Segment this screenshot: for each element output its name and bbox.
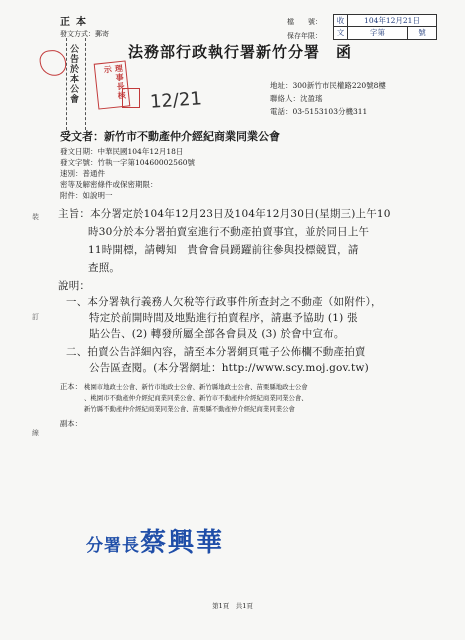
recipient: 受文者：新竹市不動產仲介經紀商業同業公會 [60, 130, 280, 143]
binding-mark-zhuang: 裝 [32, 213, 39, 221]
archive-doc-box [333, 26, 437, 40]
subject-line-4: 查照。 [88, 262, 121, 274]
subject-line-2: 時30分於本分署拍賣室進行不動產拍賣事宜，並於同日上午 [88, 226, 370, 238]
agency-address: 地址：300新竹市民權路220號8樓 [270, 81, 386, 90]
archive-doc: 文 [334, 27, 348, 39]
original-line-1: 桃園市地政士公會、新竹市地政士公會、新竹縣地政士公會、苗栗縣地政士公會 [84, 383, 308, 391]
original-line-3: 新竹縣不動產仲介經紀商業同業公會、苗栗縣不動產仲介經紀商業同業公會 [84, 405, 295, 413]
archive-word: 字第 [348, 27, 408, 39]
red-box-stamp-text: 理事長核示 [102, 63, 128, 101]
original-line-2: 、桃園市不動產仲介經紀商業同業公會、新竹市不動產仲介經紀商業同業公會、 [84, 394, 308, 402]
explanation-item-1-line-1: 一、本分署執行義務人欠稅等行政事件所查封之不動產（如附件）， [66, 296, 382, 308]
agency-title: 法務部行政執行署新竹分署 函 [128, 43, 353, 61]
file-no-label: 檔 號： [287, 18, 322, 26]
agency-phone: 電話：03-5153103分機311 [270, 107, 368, 116]
attachment: 附件：如說明一 [60, 191, 113, 200]
binding-mark-xian: 線 [32, 429, 39, 437]
doc-number: 發文字號：竹執一字第10460002560號 [60, 158, 195, 167]
copy-label: 副本： [60, 419, 82, 428]
explanation-item-2-line-1: 二、拍賣公告詳細內容，請至本分署網頁電子公佈欄不動產拍賣 [66, 346, 366, 358]
explanation-item-2-line-2: 公告區查閱。(本分署網址：http://www.scy.moj.gov.tw) [89, 362, 369, 374]
signature-title: 分署長 [86, 536, 140, 556]
explanation-label: 說明： [58, 280, 91, 292]
security: 密等及解密條件或保密期限： [60, 180, 158, 189]
original-label: 正本： [60, 382, 82, 391]
archive-no: 號 [418, 28, 426, 37]
handwritten-date: 12/21 [149, 88, 203, 113]
send-method: 發文方式：郵寄 [60, 30, 109, 38]
announcement-stamp: 公告於本公會 [68, 44, 78, 104]
speed: 速別：普通件 [60, 169, 105, 178]
red-small-stamp [122, 88, 140, 108]
subject-line-1: 主旨：本分署定於104年12月23日及104年12月30日(星期三)上午10 [58, 208, 391, 220]
page-number: 第1頁 共1頁 [212, 602, 253, 610]
copy-type: 正本 [60, 17, 92, 28]
red-circle-stamp [38, 48, 67, 77]
binding-mark-ding: 訂 [32, 313, 39, 321]
explanation-item-1-line-3: 貼公告、(2) 轉發所屬全部各會員及 (3) 於會中宣布。 [89, 328, 345, 340]
signature-name: 蔡興華 [140, 528, 225, 558]
explanation-item-1-line-2: 特定於前開時間及地點進行拍賣程序，請惠予協助 (1) 張 [89, 312, 358, 324]
issue-date: 發文日期：中華民國104年12月18日 [60, 147, 184, 156]
subject-line-3: 11時開標，請轉知 貴會會員踴躍前往參與投標競買，請 [88, 244, 359, 256]
agency-contact: 聯絡人：沈盈瑤 [270, 94, 323, 103]
retention-label: 保存年限： [287, 32, 322, 40]
archive-received: 收 [334, 15, 348, 27]
archive-date: 104年12月21日 [364, 16, 420, 25]
signature [86, 522, 224, 559]
